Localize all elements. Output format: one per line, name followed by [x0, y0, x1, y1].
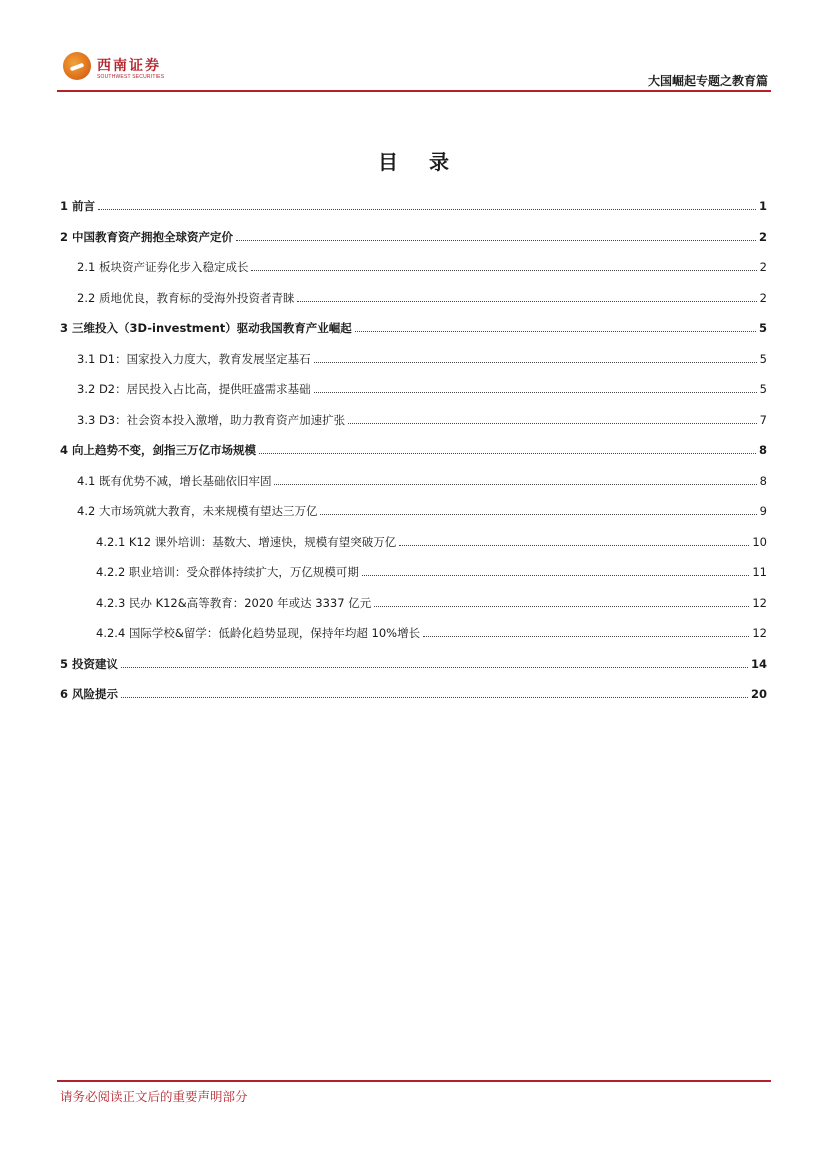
- toc-entry-label: 1 前言: [60, 199, 96, 213]
- toc-entry-label: 4.2.1 K12 课外培训：基数大、增速快，规模有望突破万亿: [96, 534, 397, 549]
- toc-entry-label: 4.2.4 国际学校&留学：低龄化趋势显现，保持年均超 10%增长: [96, 626, 421, 640]
- toc-entry-label: 2.2 质地优良，教育标的受海外投资者青睐: [77, 290, 295, 305]
- toc-dot-leader: [98, 208, 756, 210]
- toc-entry-label: 4.2 大市场筑就大教育，未来规模有望达三万亿: [77, 504, 318, 518]
- toc-entry[interactable]: [0, 224, 827, 244]
- toc-entry-page-number: 10: [752, 534, 767, 549]
- toc-dot-leader: [314, 361, 757, 363]
- toc-title: 目 录: [378, 150, 461, 174]
- toc-entry[interactable]: [0, 285, 827, 305]
- toc-dot-leader: [259, 452, 756, 454]
- toc-entry[interactable]: [0, 651, 827, 671]
- toc-entry-label: 4 向上趋势不变，剑指三万亿市场规模: [60, 443, 257, 457]
- toc-entry[interactable]: [0, 590, 827, 610]
- toc-entry[interactable]: [0, 681, 827, 701]
- toc-dot-leader: [121, 696, 748, 698]
- toc-entry-label: 4.1 既有优势不减，增长基础依旧牢固: [77, 473, 272, 488]
- toc-entry-label: 2.1 板块资产证券化步入稳定成长: [77, 260, 249, 274]
- toc-dot-leader: [314, 391, 757, 393]
- toc-dot-leader: [374, 605, 749, 607]
- toc-entry-page-number: 11: [752, 565, 767, 579]
- toc-entry[interactable]: [0, 437, 827, 457]
- toc-dot-leader: [251, 269, 756, 271]
- toc-entry[interactable]: [0, 498, 827, 518]
- toc-entry-label: 2 中国教育资产拥抱全球资产定价: [60, 229, 234, 244]
- toc-dot-leader: [348, 422, 757, 424]
- southwest-securities-logo-icon: [63, 52, 91, 80]
- toc-entry[interactable]: [0, 315, 827, 335]
- report-title: 大国崛起专题之教育篇: [647, 74, 768, 88]
- toc-entry-page-number: 20: [750, 687, 767, 701]
- toc-entry-page-number: 5: [759, 351, 767, 366]
- toc-entry-label: 4.2.3 民办 K12&高等教育：2020 年或达 3337 亿元: [96, 595, 372, 610]
- toc-dot-leader: [236, 239, 756, 241]
- toc-entry[interactable]: [0, 529, 827, 549]
- toc-entry-page-number: 2: [759, 290, 767, 305]
- toc-entry-page-number: 9: [759, 504, 767, 518]
- logo-english-name: SOUTHWEST SECURITIES: [97, 74, 165, 80]
- toc-entry-page-number: 1: [758, 199, 767, 213]
- toc-entry-page-number: 14: [750, 656, 767, 671]
- page-header: [57, 46, 771, 92]
- toc-dot-leader: [297, 300, 756, 302]
- toc-entry-page-number: 12: [752, 595, 767, 610]
- toc-entry-label: 5 投资建议: [60, 656, 119, 671]
- toc-entry-label: 3.2 D2：居民投入占比高，提供旺盛需求基础: [77, 382, 311, 396]
- toc-entry[interactable]: [0, 376, 827, 396]
- toc-dot-leader: [362, 574, 749, 576]
- footer-divider: [57, 1080, 771, 1082]
- toc-entry-label: 4.2.2 职业培训：受众群体持续扩大，万亿规模可期: [96, 565, 359, 579]
- toc-entry-label: 3.3 D3：社会资本投入激增，助力教育资产加速扩张: [77, 412, 346, 427]
- toc-dot-leader: [121, 666, 748, 668]
- toc-entry-label: 3.1 D1：国家投入力度大，教育发展坚定基石: [77, 351, 311, 366]
- toc-entry-page-number: 5: [758, 321, 767, 335]
- toc-entry[interactable]: [0, 193, 827, 213]
- toc-dot-leader: [423, 635, 749, 637]
- company-logo: [63, 52, 173, 84]
- toc-entry[interactable]: [0, 407, 827, 427]
- logo-chinese-name: 西南证券: [97, 58, 161, 74]
- toc-dot-leader: [399, 544, 749, 546]
- toc-entry-page-number: 8: [759, 473, 767, 488]
- toc-entry-page-number: 12: [752, 626, 767, 640]
- toc-entry-page-number: 2: [758, 229, 767, 244]
- footer-disclaimer: 请务必阅读正文后的重要声明部分: [60, 1089, 248, 1104]
- toc-entry[interactable]: [0, 559, 827, 579]
- toc-entry-page-number: 7: [759, 412, 767, 427]
- toc-entry[interactable]: [0, 620, 827, 640]
- toc-entry-label: 6 风险提示: [60, 687, 119, 701]
- toc-dot-leader: [274, 483, 756, 485]
- toc-dot-leader: [320, 513, 756, 515]
- toc-entry[interactable]: [0, 346, 827, 366]
- toc-entry[interactable]: [0, 254, 827, 274]
- toc-entry-page-number: 8: [758, 443, 767, 457]
- toc-entry[interactable]: [0, 468, 827, 488]
- toc-entry-label: 3 三维投入（3D-investment）驱动我国教育产业崛起: [60, 321, 352, 335]
- header-divider: [57, 90, 771, 92]
- toc-entry-page-number: 2: [759, 260, 767, 274]
- toc-entry-page-number: 5: [759, 382, 767, 396]
- toc-dot-leader: [355, 330, 756, 332]
